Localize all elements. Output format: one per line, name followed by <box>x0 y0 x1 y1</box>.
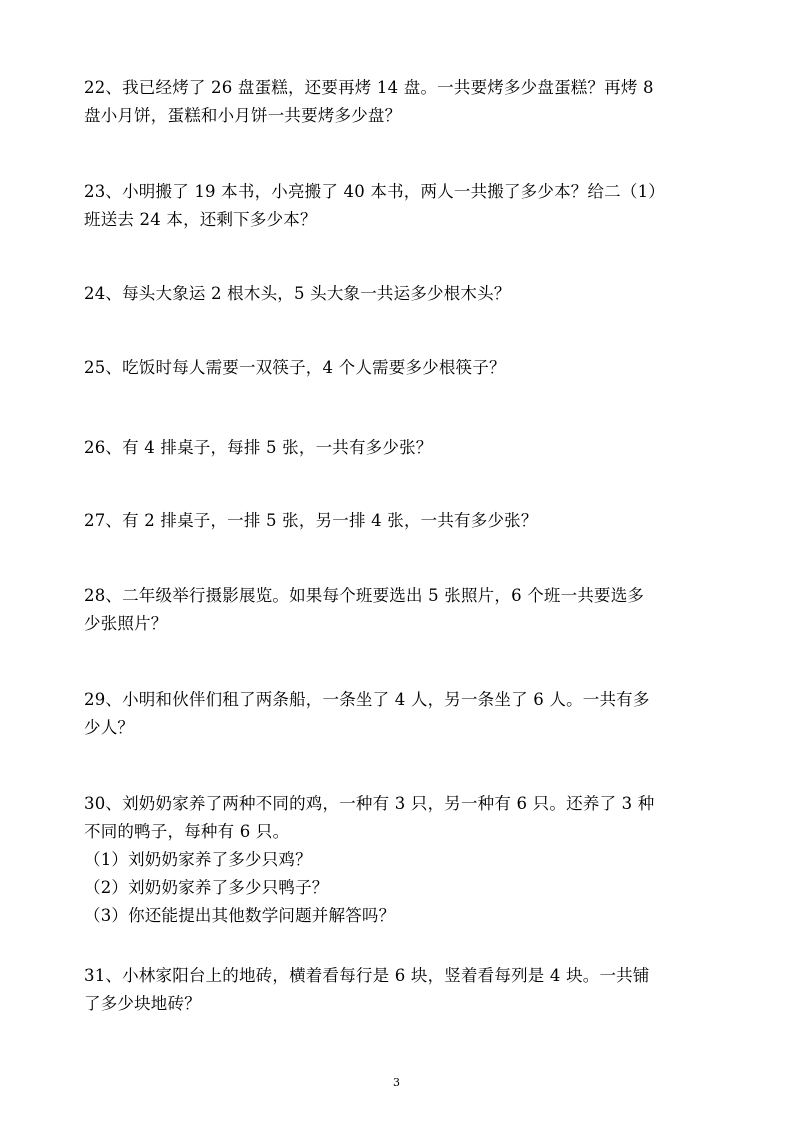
problem-line: 23、小明搬了 19 本书，小亮搬了 40 本书，两人一共搬了多少本？给二（1） <box>84 182 665 201</box>
problem-line: 27、有 2 排桌子，一排 5 张，另一排 4 张，一共有多少张？ <box>84 511 538 530</box>
problem-line: 26、有 4 排桌子，每排 5 张，一共有多少张？ <box>84 438 433 457</box>
problem-line: 25、吃饭时每人需要一双筷子，4 个人需要多少根筷子？ <box>84 358 506 377</box>
problem-27 <box>84 507 714 535</box>
sub-question-2: （2）刘奶奶家养了多少只鸭子？ <box>84 878 329 897</box>
problem-line: 盘小月饼，蛋糕和小月饼一共要烤多少盘？ <box>84 106 402 125</box>
problem-line: 28、二年级举行摄影展览。如果每个班要选出 5 张照片，6 个班一共要选多 <box>84 586 645 605</box>
problem-line: 24、每头大象运 2 根木头，5 头大象一共运多少根木头？ <box>84 284 511 303</box>
problem-line: 30、刘奶奶家养了两种不同的鸡，一种有 3 只，另一种有 6 只。还养了 3 种 <box>84 794 655 813</box>
problem-line: 22、我已经烤了 26 盘蛋糕，还要再烤 14 盘。一共要烤多少盘蛋糕？再烤 8 <box>84 78 654 97</box>
sub-question-3: （3）你还能提出其他数学问题并解答吗？ <box>84 906 396 925</box>
problem-30 <box>84 790 714 930</box>
problem-line: 班送去 24 本，还剩下多少本？ <box>84 210 317 229</box>
sub-question-1: （1）刘奶奶家养了多少只鸡？ <box>84 850 312 869</box>
page-number: 3 <box>393 1076 400 1089</box>
problem-26 <box>84 434 714 462</box>
problem-line: 少张照片？ <box>84 614 168 633</box>
problem-line: 少人？ <box>84 718 135 737</box>
problem-line: 31、小林家阳台上的地砖，横着看每行是 6 块，竖着看每列是 4 块。一共铺 <box>84 966 650 985</box>
problem-line: 了多少块地砖？ <box>84 994 201 1013</box>
problem-22 <box>84 74 714 130</box>
problem-24 <box>84 280 714 308</box>
problem-line: 29、小明和伙伴们租了两条船，一条坐了 4 人，另一条坐了 6 人。一共有多 <box>84 690 650 709</box>
problem-31 <box>84 962 714 1018</box>
problem-23 <box>84 178 714 234</box>
problem-line: 不同的鸭子，每种有 6 只。 <box>84 822 290 841</box>
problem-28 <box>84 582 714 638</box>
problem-29 <box>84 686 714 742</box>
problem-25 <box>84 354 714 382</box>
